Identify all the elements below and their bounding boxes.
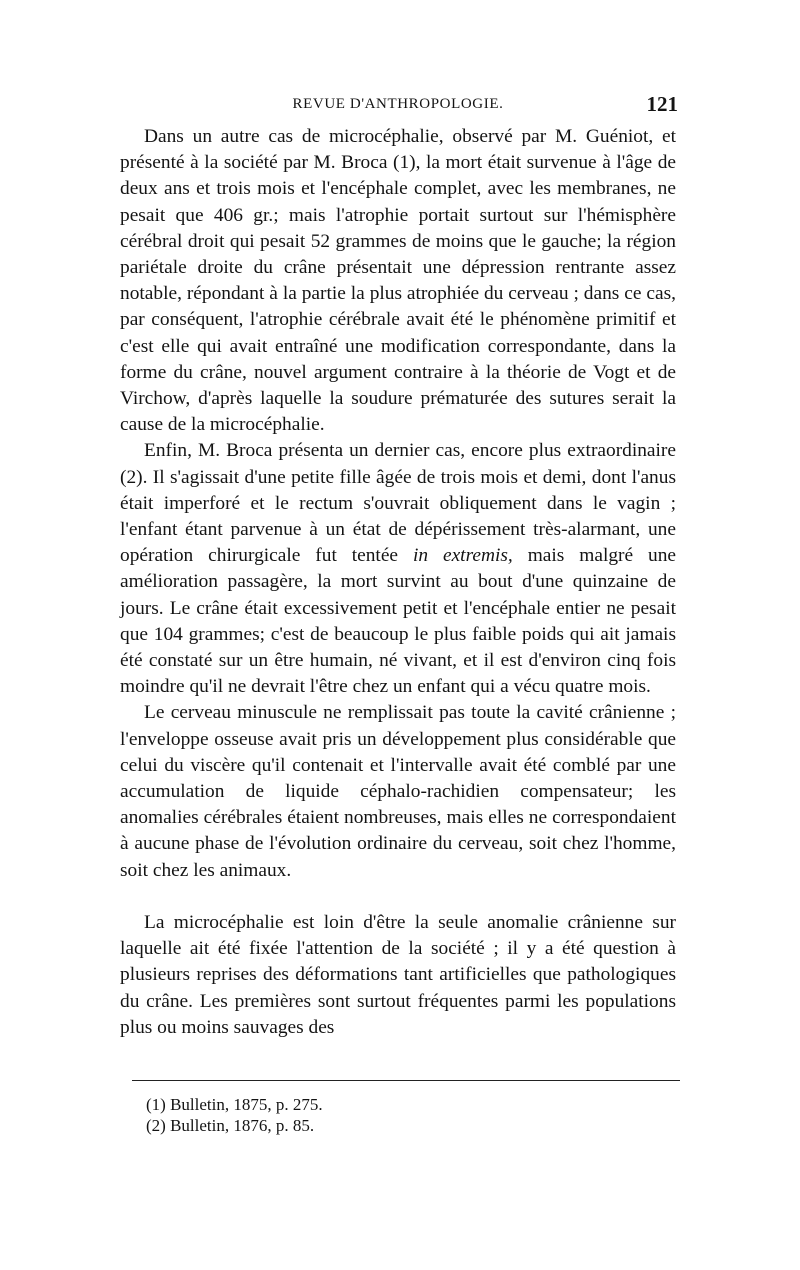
paragraph — [120, 438, 676, 700]
body-text — [120, 124, 676, 1041]
footnote: (1) Bulletin, 1875, p. 275. — [146, 1095, 323, 1114]
paragraph: La microcéphalie est loin d'être la seule anomalie crânienne sur laquelle ait été fixée l'attention de la société ; il y a été question à plusieurs reprises des déformations tant artificielles que pathologiques du crâne. Les premières sont surtout fréquentes parmi les populations plus ou moins sauvages des — [120, 911, 676, 1038]
running-title: REVUE D'ANTHROPOLOGIE. — [292, 96, 504, 112]
footnote: (2) Bulletin, 1876, p. 85. — [146, 1116, 315, 1135]
paragraph: Dans un autre cas de microcéphalie, observé par M. Guéniot, et présenté à la société par M. Broca (1), la mort était survenue à l'âge de deux ans et trois mois et l'encéphale complet, avec les membranes, ne pesait que 406 gr.; mais l'atrophie portait surtout sur l'hémisphère cérébral droit qui pesait 52 grammes de moins que le gauche; la région pariétale droite du crâne présentait une dépression rentrante assez notable, répondant à la partie la plus atrophiée du cerveau ; dans ce cas, par conséquent, l'atrophie cérébrale avait été le phénomène primitif et c'est elle qui avait entraîné une modification correspondante, dans la forme du crâne, nouvel argument contraire à la théorie de Vogt et de Virchow, d'après laquelle la soudure prématurée des sutures serait la cause de la microcéphalie. — [120, 126, 676, 436]
paragraph-text: mais malgré une amélioration passagère, la mort survint au bout d'une quinzaine de jours. Le crâne était excessivement petit et l'encéphale entier ne pesait que 104 grammes; c'est de beaucoup le plus faible poids qui ait jamais été constaté sur un être humain, né vivant, et il est d'environ cinq fois moindre qu'il ne devrait l'être chez un enfant qui a vécu quatre mois. — [120, 545, 677, 698]
paragraph: Le cerveau minuscule ne remplissait pas toute la cavité crânienne ; l'enveloppe osseuse avait pris un développement plus considérable que celui du viscère qu'il contenait et l'intervalle avait été comblé par une accumulation de liquide céphalo-rachidien compensateur; les anomalies cérébrales étaient nombreuses, mais elles ne correspondaient à aucune phase de l'évolution ordinaire du cerveau, soit chez l'homme, soit chez les animaux. — [120, 702, 676, 881]
italic-phrase: in extremis, — [412, 545, 513, 567]
page-number: 121 — [646, 92, 678, 116]
footnote-divider — [132, 1080, 680, 1081]
running-head — [118, 92, 678, 120]
footnotes — [146, 1094, 666, 1136]
paragraph-text: Enfin, M. Broca présenta un dernier cas, encore plus extraordinaire (2). Il s'agissait d'une petite fille âgée de trois mois et demi, dont l'anus était imperforé et le rectum s'ouvrait obliquement dans le vagin ; l'enfant étant parvenue à un état de dépérissement très-alarmant, une opération chirurgicale fut tentée — [120, 440, 676, 567]
